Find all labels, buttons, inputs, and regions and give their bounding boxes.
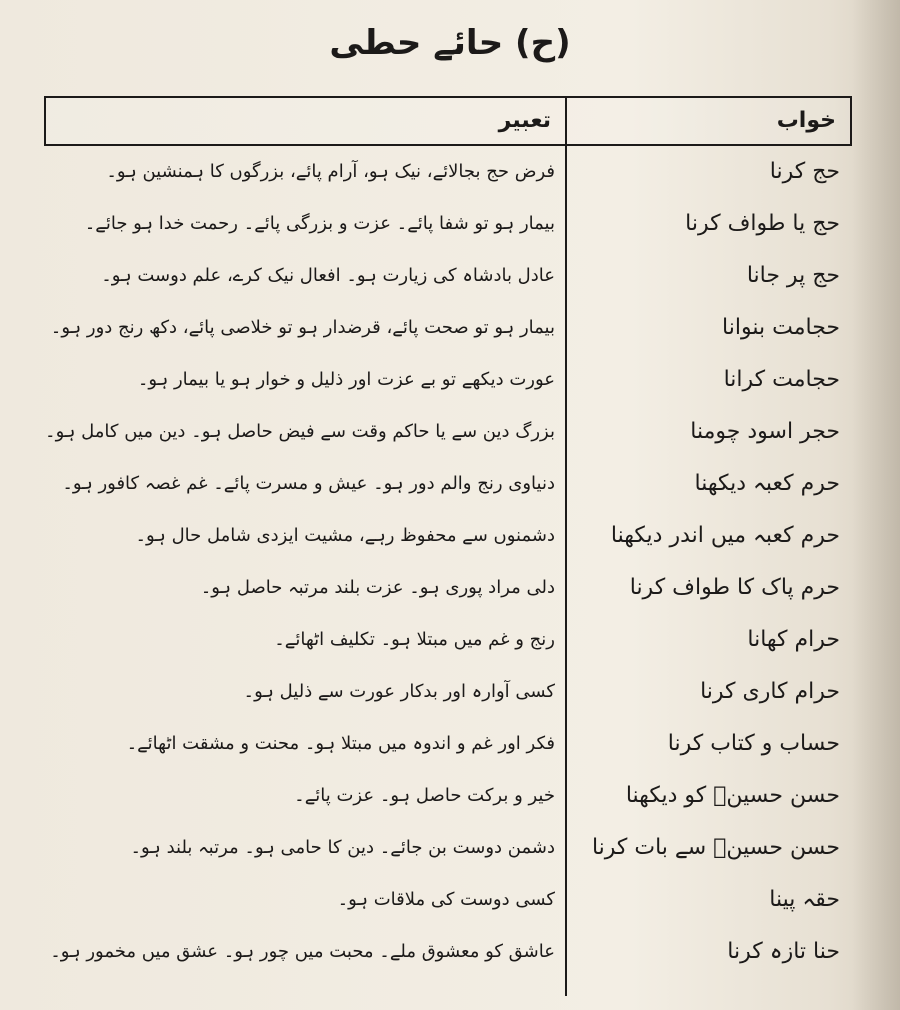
dream-cell: حقہ پینا <box>769 887 840 912</box>
table-row <box>44 458 852 510</box>
page-title: (ح) حائے حطی <box>329 23 571 63</box>
interpretation-cell: فرض حج بجالائے، نیک ہو، آرام پائے، بزرگوں کا ہمنشین ہو۔ <box>106 161 555 182</box>
interpretation-cell: دلی مراد پوری ہو۔ عزت بلند مرتبہ حاصل ہو۔ <box>200 577 555 598</box>
interpretation-cell: دشمن دوست بن جائے۔ دین کا حامی ہو۔ مرتبہ بلند ہو۔ <box>130 837 555 858</box>
table-row <box>44 614 852 666</box>
dream-cell: حسن حسینؓ کو دیکھنا <box>625 783 840 808</box>
interpretation-cell: رنج و غم میں مبتلا ہو۔ تکلیف اٹھائے۔ <box>274 629 555 650</box>
table-row <box>44 302 852 354</box>
interpretation-cell: دنیاوی رنج والم دور ہو۔ عیش و مسرت پائے۔ غم غصہ کافور ہو۔ <box>62 473 555 494</box>
dream-cell: حرم کعبہ دیکھنا <box>694 471 840 496</box>
dream-cell: حنا تازہ کرنا <box>727 939 840 964</box>
dream-cell: حرم پاک کا طواف کرنا <box>629 575 840 600</box>
dream-cell: حرم کعبہ میں اندر دیکھنا <box>610 523 840 548</box>
table-row <box>44 666 852 718</box>
table-row <box>44 198 852 250</box>
dream-cell: حج پر جانا <box>746 263 840 288</box>
table-header <box>44 96 852 146</box>
interpretation-cell: عورت دیکھے تو بے عزت اور ذلیل و خوار ہو یا بیمار ہو۔ <box>137 369 555 390</box>
dream-cell: حج یا طواف کرنا <box>685 211 840 236</box>
interpretation-cell: عاشق کو معشوق ملے۔ محبت میں چور ہو۔ عشق میں مخمور ہو۔ <box>50 941 555 962</box>
dream-cell: حساب و کتاب کرنا <box>667 731 840 756</box>
interpretation-cell: کسی دوست کی ملاقات ہو۔ <box>337 889 555 910</box>
table-row <box>44 822 852 874</box>
table-row <box>44 146 852 198</box>
interpretation-cell: خیر و برکت حاصل ہو۔ عزت پائے۔ <box>294 785 555 806</box>
spine-shadow <box>852 0 900 1010</box>
table-row <box>44 406 852 458</box>
dream-table <box>44 96 852 996</box>
dream-cell: حرام کھانا <box>747 627 840 652</box>
table-row <box>44 926 852 978</box>
table-body <box>44 146 852 996</box>
dream-cell: حجامت بنوانا <box>722 315 840 340</box>
dream-cell: حجر اسود چومنا <box>690 419 840 444</box>
interpretation-cell: عادل بادشاہ کی زیارت ہو۔ افعال نیک کرے، علم دوست ہو۔ <box>101 265 555 286</box>
table-row <box>44 510 852 562</box>
interpretation-cell: بیمار ہو تو شفا پائے۔ عزت و بزرگی پائے۔ رحمت خدا ہو جائے۔ <box>84 213 555 234</box>
interpretation-cell: بیمار ہو تو صحت پائے، قرضدار ہو تو خلاصی پائے، دکھ رنج دور ہو۔ <box>50 317 555 338</box>
table-row <box>44 562 852 614</box>
dream-cell: حج کرنا <box>769 159 840 184</box>
interpretation-cell: فکر اور غم و اندوہ میں مبتلا ہو۔ محنت و مشقت اٹھائے۔ <box>126 733 555 754</box>
header-interpretation: تعبیر <box>498 108 551 133</box>
interpretation-cell: بزرگ دین سے یا حاکم وقت سے فیض حاصل ہو۔ دین میں کامل ہو۔ <box>45 421 555 442</box>
table-row <box>44 874 852 926</box>
interpretation-cell: کسی آوارہ اور بدکار عورت سے ذلیل ہو۔ <box>243 681 555 702</box>
dream-cell: حجامت کرانا <box>723 367 840 392</box>
dream-cell: حسن حسینؓ سے بات کرنا <box>591 835 840 860</box>
table-row <box>44 718 852 770</box>
table-row <box>44 770 852 822</box>
table-row <box>44 250 852 302</box>
table-row <box>44 354 852 406</box>
dream-cell: حرام کاری کرنا <box>700 679 840 704</box>
interpretation-cell: دشمنوں سے محفوظ رہے، مشیت ایزدی شامل حال ہو۔ <box>135 525 555 546</box>
header-dream: خواب <box>776 108 836 133</box>
